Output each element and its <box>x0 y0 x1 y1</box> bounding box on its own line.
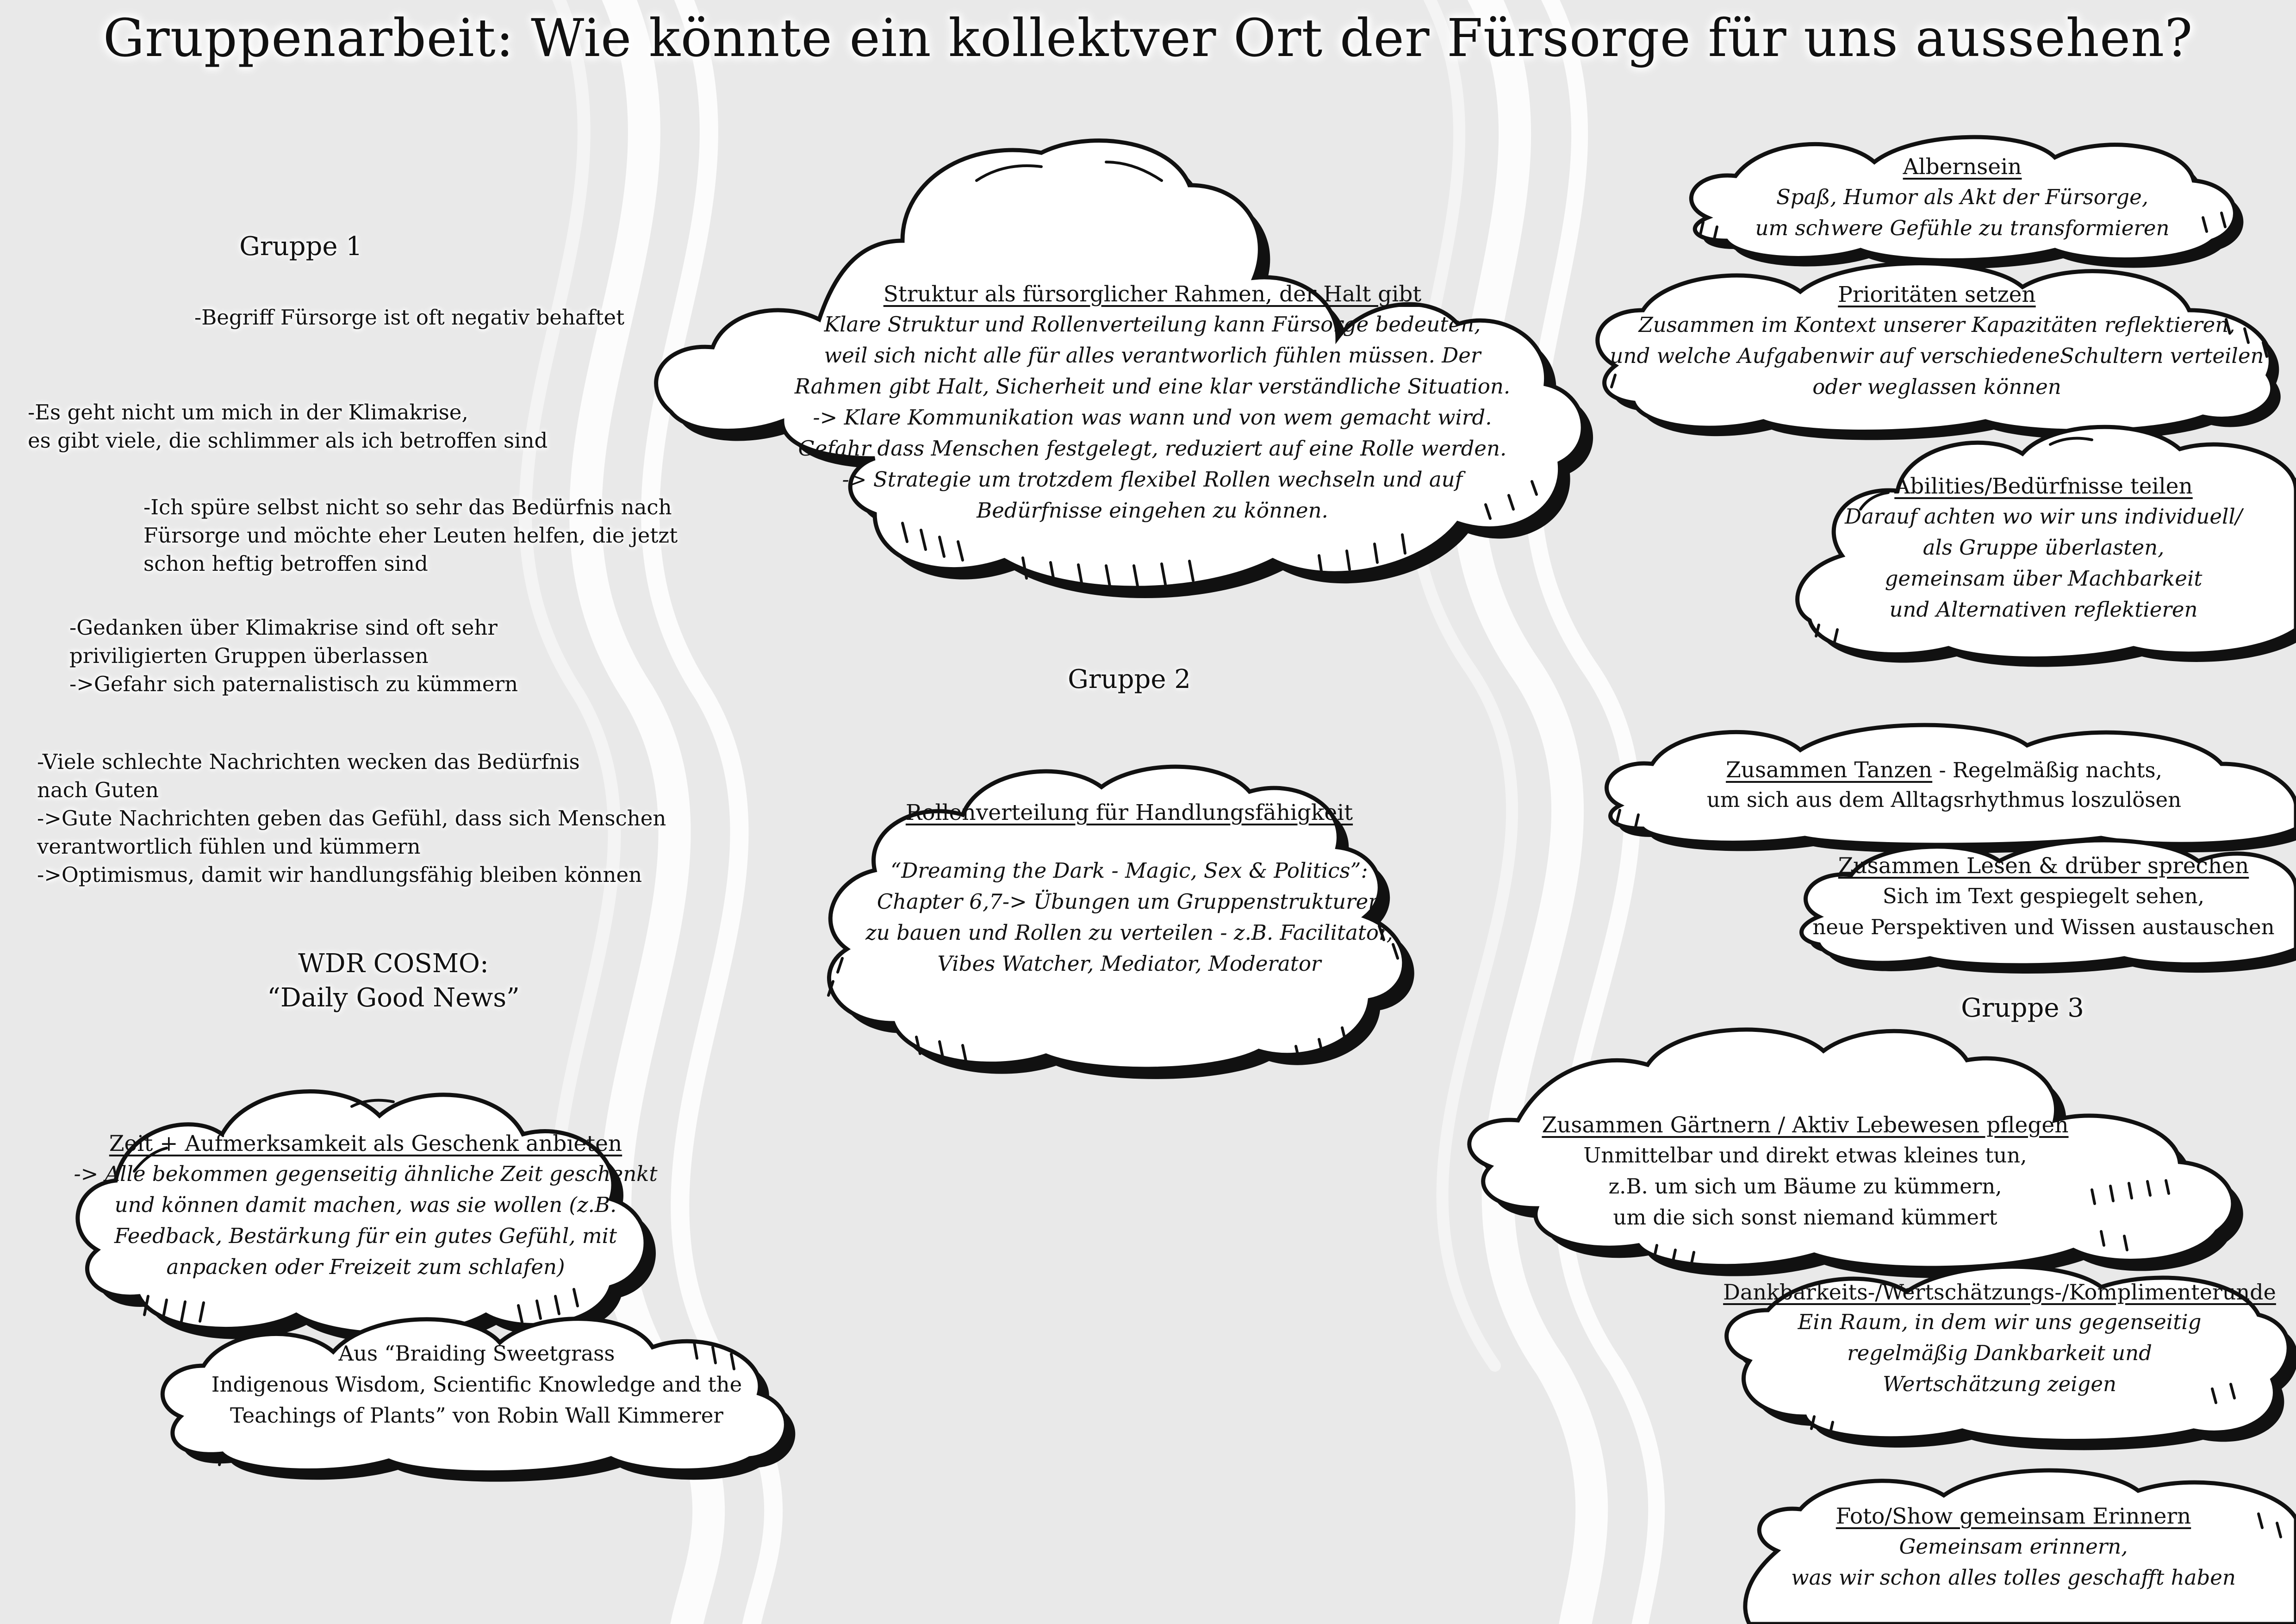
cloud-braiding-body: Aus “Braiding Sweetgrass Indigenous Wisdom, Scientific Knowledge and the Teachings of Plants” von Robin Wall Kimmerer <box>211 1341 742 1428</box>
group1-note-5: -Viele schlechte Nachrichten wecken das Bedürfnis nach Guten ->Gute Nachrichten geben das Gefühl, dass sich Menschen verantwortlich fühlen und kümmern ->Optimismus, damit wir handlungsfähig bleiben können <box>37 750 666 887</box>
cloud-tanzen-title: Zusammen Tanzen <box>1726 757 1933 783</box>
cloud-struktur-title: Struktur als fürsorglicher Rahmen, der Halt gibt <box>883 281 1422 307</box>
group1-note-3: -Ich spüre selbst nicht so sehr das Bedürfnis nach Fürsorge und möchte eher Leuten helfen, die jetzt schon heftig betroffen sind <box>143 495 678 576</box>
cloud-albernsein <box>1675 125 2249 264</box>
group1-note-4: -Gedanken über Klimakrise sind oft sehr priviligierten Gruppen überlassen ->Gefahr sich paternalistisch zu kümmern <box>69 615 518 696</box>
cloud-struktur <box>643 125 1661 606</box>
cloud-zeit-body: -> Alle bekommen gegenseitig ähnliche Zeit geschenkt und können damit machen, was sie wollen (z.B. Feedback, Bestärkung für ein gutes Gefühl, mit anpacken oder Freizeit zum schlafen) <box>74 1162 658 1279</box>
group1-note-2: -Es geht nicht um mich in der Klimakrise, es gibt viele, die schlimmer als ich betroffen sind <box>28 400 548 453</box>
cloud-struktur-body: Klare Struktur und Rollenverteilung kann Fürsorge bedeuten, weil sich nicht alle für alles verantworlich fühlen müssen. Der Rahmen gibt Halt, Sicherheit und eine klar verständliche Situation. -> Klare Kommunikation was wann und von wem gemacht wird. Gefahr dass Menschen festgelegt, reduziert auf eine Rolle werden. -> Strategie um trotzdem flexibel Rollen wechseln und auf Bedürfnisse eingehen zu können. <box>794 312 1511 523</box>
cloud-rollenverteilung <box>805 741 1453 1074</box>
cloud-gaertnern-title: Zusammen Gärtnern / Aktiv Lebewesen pflegen <box>1542 1112 2069 1138</box>
cloud-foto-title: Foto/Show gemeinsam Erinnern <box>1836 1504 2191 1529</box>
cloud-dankbarkeit-body: Ein Raum, in dem wir uns gegenseitig regelmäßig Dankbarkeit und Wertschätzung zeigen <box>1798 1310 2202 1396</box>
cloud-tanzen-rest: - Regelmäßig nachts, <box>1932 758 2162 782</box>
cloud-lesen <box>1791 833 2296 968</box>
cloud-abilities <box>1791 417 2296 667</box>
cloud-tanzen <box>1592 718 2296 847</box>
cloud-foto-body: Gemeinsam erinnern, was wir schon alles tolles geschafft haben <box>1791 1534 2236 1590</box>
page-title: Gruppenarbeit: Wie könnte ein kollektver Ort der Fürsorge für uns aussehen? <box>103 8 2193 69</box>
cloud-rollen-body: “Dreaming the Dark - Magic, Sex & Politics”: Chapter 6,7-> Übungen um Gruppenstrukturen zu bauen und Rollen zu verteilen - z.B. Facilitator, Vibes Watcher, Mediator, Moderator <box>865 858 1393 976</box>
cloud-prioritaeten-title: Prioritäten setzen <box>1838 282 2036 307</box>
cloud-zeit-aufmerksamkeit <box>56 1056 676 1333</box>
wdr-cosmo-reference: WDR COSMO: “Daily Good News” <box>267 949 520 1013</box>
cloud-prioritaeten <box>1587 250 2286 435</box>
cloud-gaertnern <box>1453 1014 2296 1273</box>
cloud-abilities-body: Darauf achten wo wir uns individuell/ als Gruppe überlasten, gemeinsam über Machbarkeit und Alternativen reflektieren <box>1845 504 2242 622</box>
cloud-tanzen-body: um sich aus dem Alltagsrhythmus loszulösen <box>1706 787 2182 812</box>
cloud-lesen-body: Sich im Text gespiegelt sehen, neue Perspektiven und Wissen austauschen <box>1812 884 2275 939</box>
cloud-rollen-title: Rollenverteilung für Handlungsfähigkeit <box>905 800 1353 825</box>
group-3-label: Gruppe 3 <box>1961 993 2084 1023</box>
cloud-prioritaeten-body: Zusammen im Kontext unserer Kapazitäten reflektieren, und welche Aufgabenwir auf verschiedeneSchultern verteilen oder weglassen können <box>1610 312 2264 399</box>
cloud-gaertnern-body: Unmittelbar und direkt etwas kleines tun, z.B. um sich um Bäume zu kümmern, um die sich sonst niemand kümmert <box>1583 1143 2027 1230</box>
cloud-braiding-sweetgrass <box>148 1301 805 1477</box>
cloud-foto-show <box>1731 1458 2296 1624</box>
cloud-dankbarkeit-title: Dankbarkeits-/Wertschätzungs-/Komplimenterunde <box>1723 1280 2276 1305</box>
cloud-albernsein-body: Spaß, Humor als Akt der Fürsorge, um schwere Gefühle zu transformieren <box>1755 185 2170 240</box>
cloud-zeit-title: Zeit + Aufmerksamkeit als Geschenk anbieten <box>109 1131 622 1156</box>
cloud-lesen-title: Zusammen Lesen & drüber sprechen <box>1838 853 2249 879</box>
cloud-dankbarkeit <box>1703 1250 2296 1444</box>
group1-note-1: -Begriff Fürsorge ist oft negativ behaftet <box>194 305 625 330</box>
group-2-label: Gruppe 2 <box>1068 664 1191 694</box>
group-1-label: Gruppe 1 <box>239 231 362 262</box>
cloud-abilities-title: Abilities/Bedürfnisse teilen <box>1894 474 2193 499</box>
cloud-albernsein-title: Albernsein <box>1903 154 2022 180</box>
